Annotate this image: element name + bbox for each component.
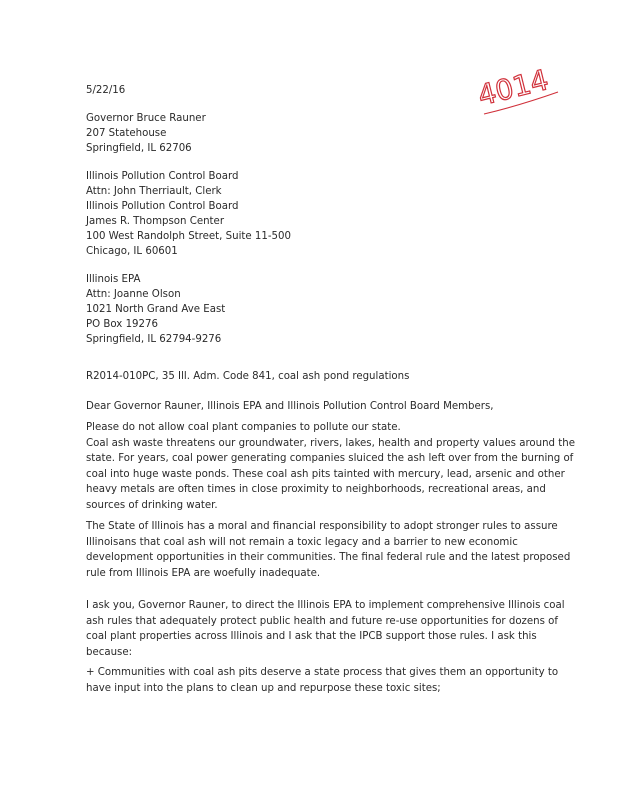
- epa-attn: Attn: Joanne Olson: [86, 289, 181, 300]
- epa-po-box: PO Box 19276: [86, 319, 158, 330]
- paragraph-2-line: rule from Illinois EPA are woefully inadequate.: [86, 567, 321, 579]
- paragraph-1-line: coal into huge waste ponds. These coal ash pits tainted with mercury, lead, arsenic and other: [86, 468, 565, 480]
- board-name: Illinois Pollution Control Board: [86, 171, 239, 182]
- board-building: James R. Thompson Center: [86, 216, 225, 227]
- epa-name: Illinois EPA: [86, 274, 141, 285]
- paragraph-3-line: coal plant properties across Illinois and I ask that the IPCB support those rules. I ask this: [86, 631, 537, 642]
- board-attn: Attn: John Therriault, Clerk: [86, 186, 222, 197]
- paragraph-1-line: state. For years, coal power generating companies sluiced the ash left over from the burning of: [86, 453, 574, 464]
- governor-street: 207 Statehouse: [86, 128, 167, 139]
- paragraph-3-line: ash rules that adequately protect public health and future re-use opportunities for dozens of: [86, 615, 558, 627]
- paragraph-2: [86, 520, 570, 582]
- paragraph-4-line: + Communities with coal ash pits deserve a state process that gives them an opportunity to: [86, 667, 559, 678]
- board-street: 100 West Randolph Street, Suite 11-500: [86, 231, 291, 242]
- paragraph-1-line: Coal ash waste threatens our groundwater, rivers, lakes, health and property values around the: [86, 437, 575, 449]
- governor-city: Springfield, IL 62706: [86, 143, 192, 154]
- paragraph-2-line: The State of Illinois has a moral and financial responsibility to adopt stronger rules to assure: [86, 521, 558, 532]
- subject-line: R2014-010PC, 35 Ill. Adm. Code 841, coal ash pond regulations: [86, 371, 410, 382]
- paragraph-1-line: sources of drinking water.: [86, 499, 218, 511]
- epa-street: 1021 North Grand Ave East: [86, 304, 226, 315]
- board-city: Chicago, IL 60601: [86, 246, 178, 257]
- letter-date: 5/22/16: [86, 85, 126, 96]
- paragraph-1-line: Please do not allow coal plant companies to pollute our state.: [86, 422, 401, 433]
- salutation: Dear Governor Rauner, Illinois EPA and Illinois Pollution Control Board Members,: [86, 401, 494, 412]
- paragraph-3-line: because:: [86, 646, 133, 658]
- paragraph-2-line: development opportunities in their communities. The final federal rule and the latest proposed: [86, 552, 571, 563]
- paragraph-1: [86, 421, 575, 514]
- paragraph-2-line: Illinoisans that coal ash will not remain a toxic legacy and a barrier to new economic: [86, 536, 518, 548]
- paragraph-3: [86, 599, 565, 661]
- handwritten-stamp-4014: [470, 60, 570, 130]
- governor-name: Governor Bruce Rauner: [86, 113, 206, 124]
- paragraph-1-line: heavy metals are often times in close proximity to neighborhoods, recreational areas, and: [86, 484, 546, 495]
- paragraph-4: [86, 666, 558, 697]
- paragraph-4-line: have input into the plans to clean up and repurpose these toxic sites;: [86, 682, 441, 694]
- svg-text:4014: 4014: [474, 63, 552, 113]
- epa-city: Springfield, IL 62794-9276: [86, 334, 222, 345]
- paragraph-3-line: I ask you, Governor Rauner, to direct the Illinois EPA to implement comprehensive Illinois coal: [86, 600, 565, 611]
- board-name-repeat: Illinois Pollution Control Board: [86, 201, 239, 212]
